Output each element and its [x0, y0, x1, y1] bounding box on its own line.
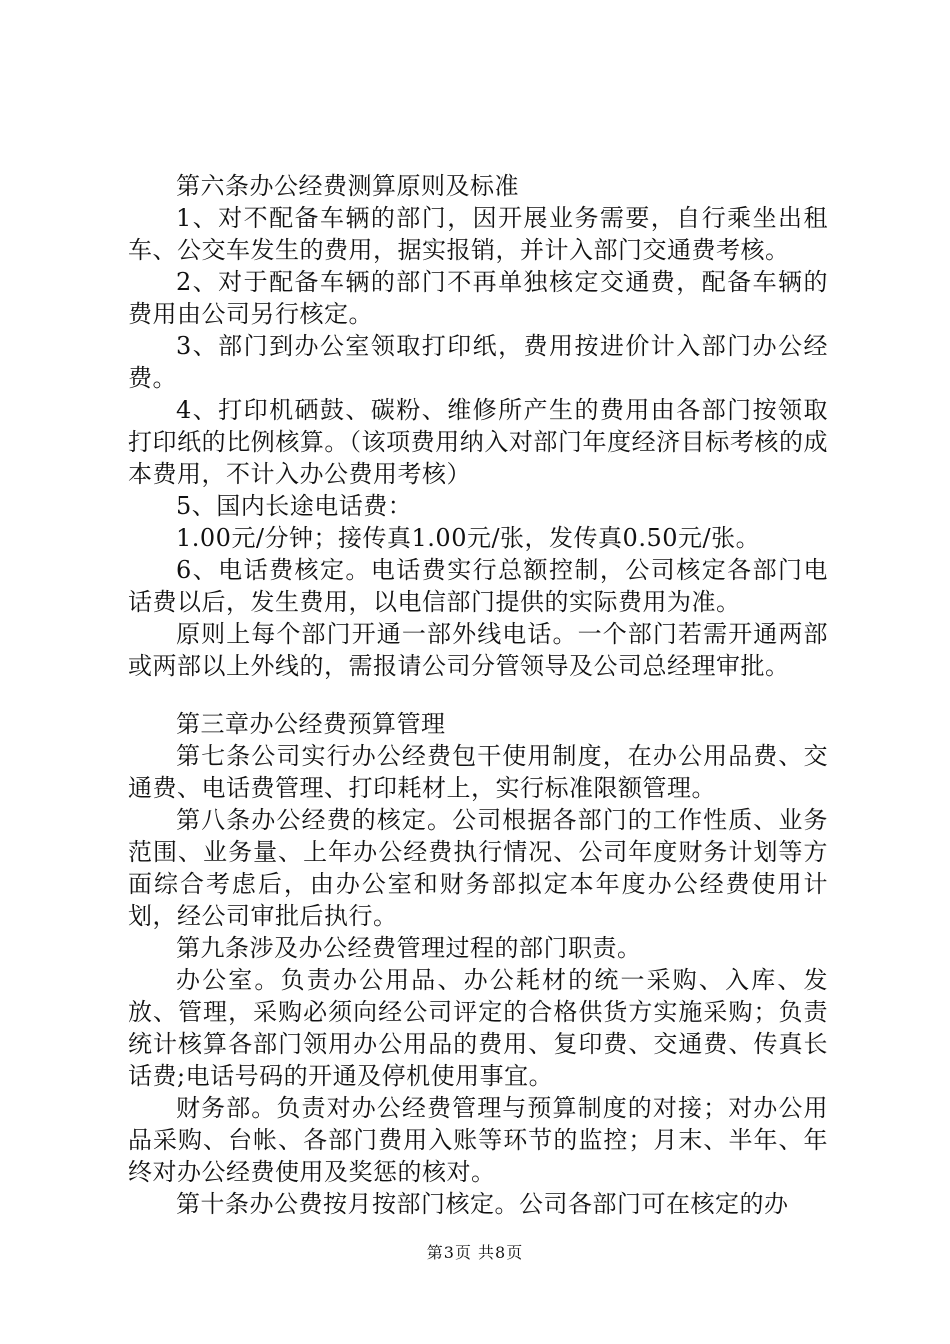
paragraph: 4、打印机硒鼓、碳粉、维修所产生的费用由各部门按领取打印纸的比例核算。（该项费用纳入对部门年度经济目标考核的成本费用，不计入办公费用考核） — [128, 396, 828, 488]
paragraph: 2、对于配备车辆的部门不再单独核定交通费，配备车辆的费用由公司另行核定。 — [128, 268, 828, 328]
paragraph: 3、部门到办公室领取打印纸，费用按进价计入部门办公经费。 — [128, 332, 828, 392]
paragraph: 第九条涉及办公经费管理过程的部门职责。 — [176, 934, 642, 962]
paragraph: 原则上每个部门开通一部外线电话。一个部门若需开通两部或两部以上外线的，需报请公司分管领导及公司总经理审批。 — [128, 620, 828, 680]
paragraph: 第十条办公费按月按部门核定。公司各部门可在核定的办 — [176, 1190, 789, 1218]
paragraph: 第八条办公经费的核定。公司根据各部门的工作性质、业务范围、业务量、上年办公经费执行情况、公司年度财务计划等方面综合考虑后，由办公室和财务部拟定本年度办公经费使用计划，经公司审批后执行。 — [128, 806, 828, 930]
paragraph: 5、国内长途电话费： — [176, 492, 413, 520]
paragraph: 6、电话费核定。电话费实行总额控制，公司核定各部门电话费以后，发生费用，以电信部门提供的实际费用为准。 — [128, 556, 828, 616]
paragraph: 办公室。负责办公用品、办公耗材的统一采购、入库、发放、管理，采购必须向经公司评定的合格供货方实施采购；负责统计核算各部门领用办公用品的费用、复印费、交通费、传真长话费;电话号码的开通及停机使用事宜。 — [128, 966, 828, 1090]
page-footer: 第3页 共8页 — [426, 1243, 524, 1262]
section-spacer — [128, 682, 828, 708]
section-heading: 第六条办公经费测算原则及标准 — [176, 172, 519, 200]
paragraph: 1.00元/分钟；接传真1.00元/张，发传真0.50元/张。 — [176, 524, 761, 552]
paragraph: 财务部。负责对办公经费管理与预算制度的对接；对办公用品采购、台帐、各部门费用入账等环节的监控；月末、半年、年终对办公经费使用及奖惩的核对。 — [128, 1094, 828, 1186]
paragraph: 第七条公司实行办公经费包干使用制度，在办公用品费、交通费、电话费管理、打印耗材上，实行标准限额管理。 — [128, 742, 828, 802]
chapter-heading: 第三章办公经费预算管理 — [176, 710, 446, 738]
paragraph: 1、对不配备车辆的部门，因开展业务需要，自行乘坐出租车、公交车发生的费用，据实报销，并计入部门交通费考核。 — [128, 204, 828, 264]
document-body — [128, 170, 828, 1220]
